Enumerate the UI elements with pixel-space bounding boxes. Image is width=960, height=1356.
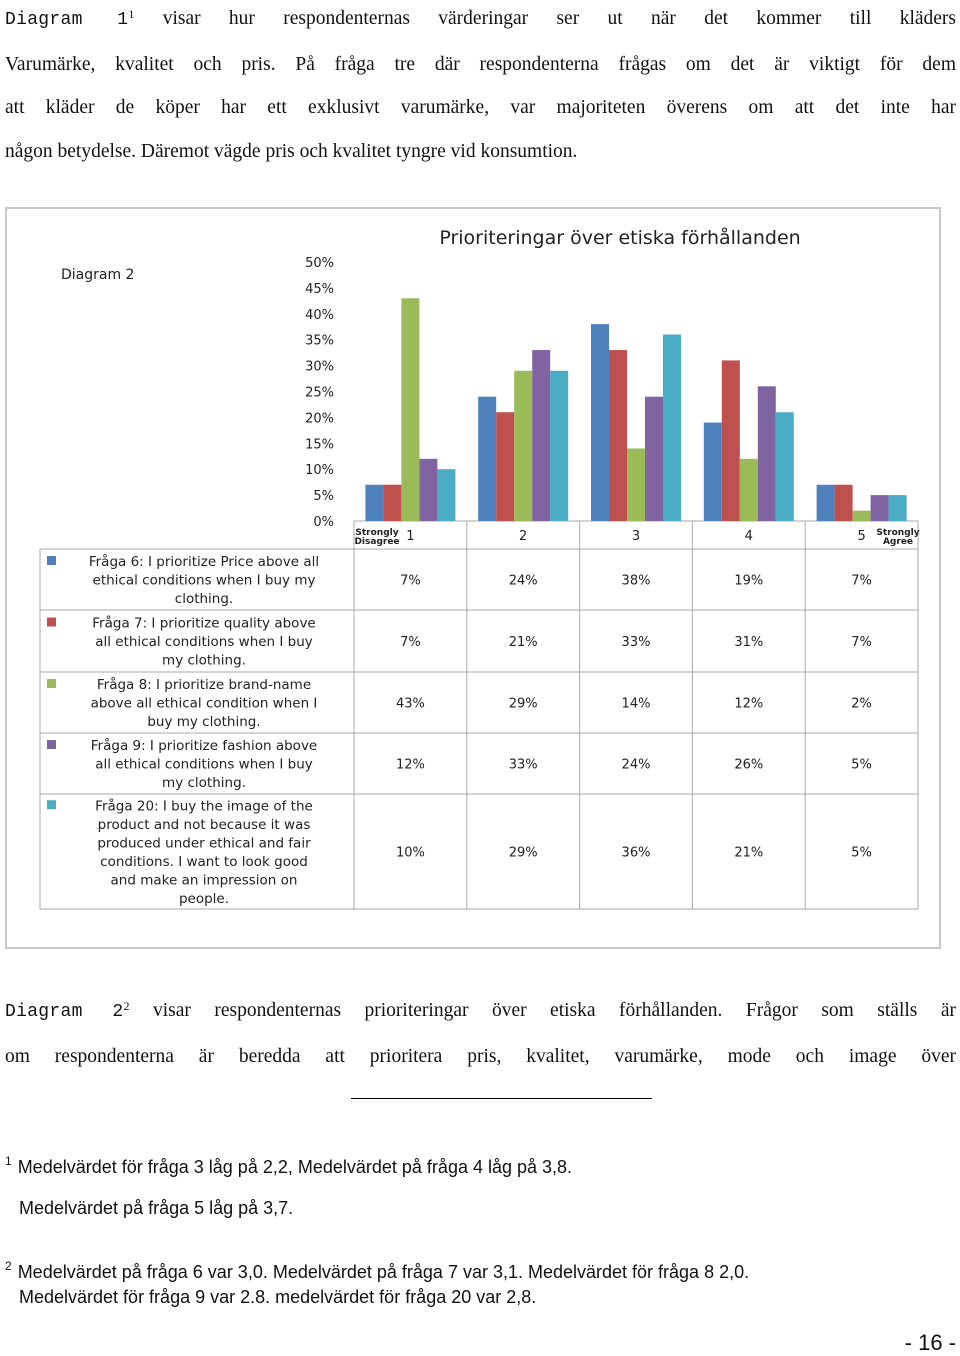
data-label-series-5-cat-3: 36% [621, 845, 651, 861]
legend-swatch-3 [47, 679, 56, 688]
legend-text-4-line-1: Fråga 9: I prioritize fashion above [90, 738, 318, 754]
data-label-series-2-cat-2: 21% [508, 635, 538, 650]
footnote-1: $^1$ Medelvärdet för fråga 3 låg på 2,2, Medelvärdet på fråga 4 låg på 3,8. [5, 1154, 573, 1177]
y-tick-label: 40% [305, 307, 334, 323]
bar-series-1-cat-5 [817, 485, 835, 521]
data-label-series-5-cat-4: 21% [734, 845, 764, 861]
end-label-low-2: Disagree [354, 537, 400, 547]
bar-series-2-cat-1 [383, 485, 401, 521]
intro-line-4: någon betydelse. Däremot vägde pris och kvalitet tyngre vid konsumtion. [5, 140, 578, 162]
intro-line-2: Varumärke, kvalitet och pris. På fråga tre där respondenterna frågas om det är viktigt för dem [5, 53, 956, 75]
diagram-2-ref: Diagram 2 [5, 1002, 124, 1022]
data-label-series-2-cat-4: 31% [734, 635, 764, 650]
data-label-series-5-cat-1: 10% [395, 845, 425, 861]
y-tick-label: 20% [305, 411, 334, 427]
bar-series-5-cat-3 [663, 335, 681, 521]
data-label-series-2-cat-5: 7% [851, 635, 872, 650]
data-label-series-4-cat-3: 24% [621, 757, 651, 773]
y-tick-label: 30% [305, 359, 334, 375]
y-tick-label: 25% [305, 385, 334, 401]
bar-chart [7, 209, 943, 951]
data-label-series-2-cat-3: 33% [621, 635, 651, 650]
bar-series-3-cat-4 [740, 459, 758, 521]
data-label-series-1-cat-3: 38% [621, 573, 651, 589]
diagram-1-ref: Diagram 1 [5, 10, 129, 30]
bar-series-1-cat-1 [365, 485, 383, 521]
footnote-1-cont: Medelvärdet på fråga 5 låg på 3,7. [19, 1198, 294, 1218]
bar-series-1-cat-3 [591, 324, 609, 521]
chart-title: Prioriteringar över etiska förhållanden [439, 227, 801, 249]
bar-series-1-cat-4 [704, 423, 722, 521]
bar-series-5-cat-2 [550, 371, 568, 521]
end-label-high-1: Strongly [876, 528, 920, 538]
data-label-series-1-cat-2: 24% [508, 573, 538, 589]
legend-swatch-4 [47, 740, 56, 749]
y-tick-label: 50% [305, 256, 334, 271]
legend-swatch-5 [47, 800, 56, 809]
bar-series-5-cat-4 [776, 412, 794, 521]
data-label-series-3-cat-1: 43% [395, 696, 425, 712]
page-number: - 16 - [904, 1330, 956, 1355]
legend-text-5-line-3: produced under ethical and fair [97, 835, 311, 852]
y-tick-label: 35% [305, 333, 334, 349]
bar-series-5-cat-5 [889, 495, 907, 521]
footnote-separator [351, 1098, 652, 1099]
legend-swatch-1 [47, 556, 56, 565]
x-tick-label: 2 [519, 529, 528, 544]
data-label-series-3-cat-3: 14% [621, 696, 651, 712]
second-line-1: Diagram $2^2$ visar respondenternas prioriteringar över etiska förhållanden. Frågor som ställs är [5, 999, 957, 1022]
second-paragraph [5, 989, 956, 1078]
data-label-series-1-cat-5: 7% [851, 573, 872, 589]
bar-series-4-cat-1 [419, 459, 437, 521]
bar-series-2-cat-4 [722, 360, 740, 521]
footnote-ref-2[interactable]: 2 [123, 999, 130, 1013]
data-label-series-1-cat-1: 7% [400, 573, 421, 589]
end-label-low-1: Strongly [355, 528, 399, 538]
x-tick-label: 4 [744, 529, 753, 544]
intro-paragraph [5, 0, 956, 173]
legend-text-3-line-2: above all ethical condition when I [90, 695, 318, 712]
legend-text-3-line-3: buy my clothing. [147, 714, 261, 730]
data-label-series-4-cat-1: 12% [395, 757, 425, 773]
data-label-series-3-cat-2: 29% [508, 696, 538, 712]
bar-series-2-cat-3 [609, 350, 627, 521]
data-label-series-3-cat-4: 12% [734, 696, 764, 712]
legend-text-4-line-3: my clothing. [162, 775, 246, 791]
legend-swatch-2 [47, 618, 56, 627]
legend-text-3-line-1: Fråga 8: I prioritize brand-name [96, 677, 312, 693]
y-tick-label: 45% [305, 281, 334, 297]
footnote-ref-1[interactable]: 1 [128, 7, 135, 21]
data-label-series-5-cat-5: 5% [851, 845, 872, 861]
bar-series-1-cat-2 [478, 397, 496, 521]
data-label-series-3-cat-5: 2% [851, 696, 872, 712]
intro-line-1: Diagram $1^1$ visar hur respondenternas värderingar ser ut när det kommer till kläders [5, 7, 957, 30]
data-label-series-1-cat-4: 19% [734, 573, 764, 589]
y-tick-label: 15% [305, 437, 334, 453]
bar-series-5-cat-1 [437, 469, 455, 521]
legend-text-5-line-4: conditions. I want to look good [100, 853, 308, 870]
bar-series-3-cat-1 [401, 298, 419, 521]
intro-line-3: att kläder de köper har ett exklusivt varumärke, var majoriteten överens om att det inte har [5, 97, 956, 118]
legend-text-2-line-2: all ethical conditions when I buy [95, 634, 313, 650]
legend-text-1-line-1: Fråga 6: I prioritize Price above all [88, 554, 320, 570]
legend-text-5-line-1: Fråga 20: I buy the image of the [95, 798, 313, 815]
legend-text-2-line-1: Fråga 7: I prioritize quality above [92, 615, 316, 632]
legend-text-5-line-5: and make an impression on [110, 872, 298, 889]
bar-series-4-cat-5 [871, 495, 889, 521]
chart-frame [5, 207, 941, 949]
x-tick-label: 1 [406, 529, 415, 544]
legend-text-2-line-3: my clothing. [162, 652, 246, 669]
data-label-series-2-cat-1: 7% [400, 635, 421, 650]
x-tick-label: 3 [631, 529, 641, 544]
bar-series-2-cat-5 [835, 485, 853, 521]
legend-text-5-line-2: product and not because it was [97, 816, 311, 833]
end-label-high-2: Agree [882, 537, 914, 547]
bar-series-2-cat-2 [496, 412, 514, 521]
data-label-series-4-cat-4: 26% [734, 757, 764, 773]
y-tick-label: 10% [305, 463, 334, 479]
legend-text-4-line-2: all ethical conditions when I buy [95, 756, 313, 773]
data-label-series-5-cat-2: 29% [508, 845, 538, 861]
diagram-label: Diagram 2 [61, 267, 135, 283]
second-line-2: om respondenterna är beredda att prioritera pris, kvalitet, varumärke, mode och image över [5, 1045, 956, 1067]
bar-series-4-cat-2 [532, 350, 550, 521]
bar-series-3-cat-3 [627, 448, 645, 521]
bar-series-3-cat-2 [514, 371, 532, 521]
legend-text-5-line-6: people. [178, 890, 230, 907]
legend-text-1-line-2: ethical conditions when I buy my [92, 572, 316, 589]
y-tick-label: 0% [313, 515, 334, 530]
bar-series-3-cat-5 [853, 511, 871, 521]
x-tick-label: 5 [857, 529, 866, 544]
footnote-2-cont: Medelvärdet för fråga 9 var 2.8. medelvärdet för fråga 20 var 2,8. [19, 1287, 537, 1307]
legend-text-1-line-3: clothing. [174, 591, 234, 607]
data-label-series-4-cat-5: 5% [851, 757, 872, 773]
bar-series-4-cat-3 [645, 397, 663, 521]
y-tick-label: 5% [313, 489, 334, 505]
data-label-series-4-cat-2: 33% [508, 757, 538, 773]
bar-series-4-cat-4 [758, 386, 776, 521]
footnote-2: $^2$ Medelvärdet på fråga 6 var 3,0. Medelvärdet på fråga 7 var 3,1. Medelvärdet för fråga 8 2,0. [5, 1259, 750, 1282]
